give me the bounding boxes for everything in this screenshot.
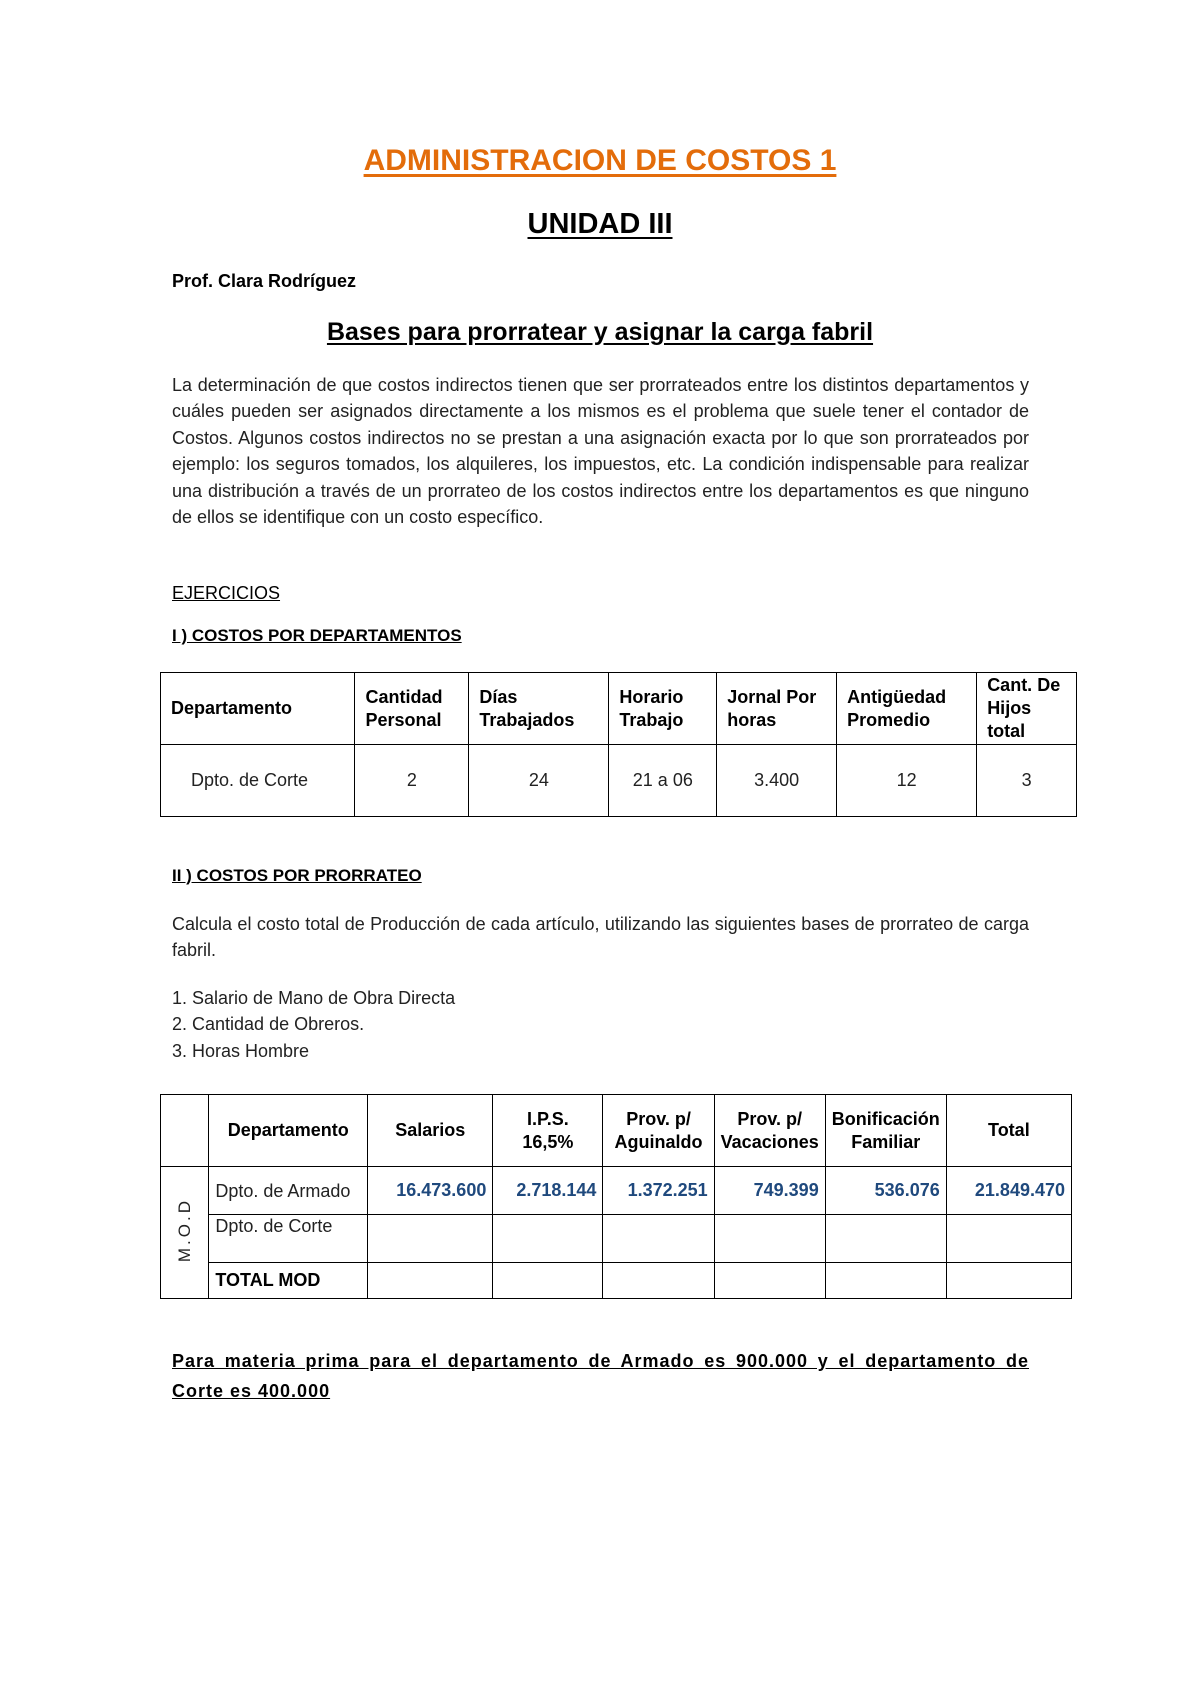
- part2-instructions: Calcula el costo total de Producción de cada artículo, utilizando las siguientes bases de prorrateo de carga fabril.: [172, 914, 1029, 961]
- header-cell-empty: [161, 1095, 209, 1167]
- document-title: ADMINISTRACION DE COSTOS 1: [363, 144, 837, 177]
- header-cell: I.P.S. 16,5%: [493, 1095, 603, 1167]
- table-cell: [368, 1263, 493, 1299]
- table-cell: 21 a 06: [609, 745, 717, 817]
- header-cell: Cantidad Personal: [355, 673, 469, 745]
- closing-note: Para materia prima para el departamento de Armado es 900.000 y el departamento de Corte es 400.000: [172, 1351, 1029, 1401]
- header-cell: Días Trabajados: [469, 673, 609, 745]
- table-header-row: [161, 673, 1077, 745]
- table-cell: [825, 1215, 946, 1263]
- header-cell: Horario Trabajo: [609, 673, 717, 745]
- table-cell: 536.076: [825, 1167, 946, 1215]
- table-cell: 749.399: [714, 1167, 825, 1215]
- departments-table: [160, 672, 1077, 817]
- header-cell: Bonificación Familiar: [825, 1095, 946, 1167]
- table-cell: [946, 1263, 1071, 1299]
- table-cell: 1.372.251: [603, 1167, 714, 1215]
- table-cell: [368, 1215, 493, 1263]
- header-cell: Jornal Por horas: [717, 673, 837, 745]
- unit-title: UNIDAD III: [527, 208, 673, 240]
- table-cell: [493, 1215, 603, 1263]
- table-cell: 24: [469, 745, 609, 817]
- header-cell: Antigüedad Promedio: [837, 673, 977, 745]
- table-cell: 2.718.144: [493, 1167, 603, 1215]
- professor-name: Prof. Clara Rodríguez: [172, 271, 357, 291]
- header-cell: Prov. p/ Aguinaldo: [603, 1095, 714, 1167]
- table-row: [161, 1215, 1072, 1263]
- section-title: Bases para prorratear y asignar la carga fabril: [326, 318, 874, 346]
- table-header-row: [161, 1095, 1072, 1167]
- intro-paragraph: La determinación de que costos indirectos tienen que ser prorrateados entre los distintos departamentos y cuáles pueden ser asignados directamente a los mismos es el problema que suele tener el contador de Costos. Algunos costos indirectos no se prestan a una asignación exacta por lo que son prorrateados por ejemplo: los seguros tomados, los alquileres, los impuestos, etc. La condición indispensable para realizar una distribución a través de un prorrateo de los costos indirectos entre los departamentos es que ninguno de ellos se identifique con un costo específico.: [172, 375, 1029, 528]
- header-cell: Cant. De Hijos total: [977, 673, 1077, 745]
- list-item: 2. Cantidad de Obreros.: [172, 1014, 365, 1035]
- prorrateo-table: [160, 1094, 1072, 1299]
- table-cell-dept: Dpto. de Armado: [209, 1167, 368, 1215]
- table-cell: 3.400: [717, 745, 837, 817]
- table-cell: 3: [977, 745, 1077, 817]
- table-row: [161, 745, 1077, 817]
- list-item: 1. Salario de Mano de Obra Directa: [172, 988, 456, 1008]
- part1-heading: I ) COSTOS POR DEPARTAMENTOS: [172, 626, 462, 645]
- table-cell: 16.473.600: [368, 1167, 493, 1215]
- table-cell: [493, 1263, 603, 1299]
- table-row: [161, 1167, 1072, 1215]
- table-cell: [714, 1215, 825, 1263]
- header-cell: Departamento: [209, 1095, 368, 1167]
- mod-side-label-cell: [161, 1167, 209, 1299]
- table-cell: 21.849.470: [946, 1167, 1071, 1215]
- table-cell: 2: [355, 745, 469, 817]
- table-cell: [603, 1215, 714, 1263]
- table-cell: [714, 1263, 825, 1299]
- bases-list: [172, 985, 455, 1064]
- table-cell: [603, 1263, 714, 1299]
- header-cell: Departamento: [161, 673, 355, 745]
- list-item: 3. Horas Hombre: [172, 1040, 310, 1061]
- part2-heading: II ) COSTOS POR PRORRATEO: [172, 866, 422, 885]
- table-total-row: [161, 1263, 1072, 1299]
- total-mod-label: TOTAL MOD: [209, 1263, 368, 1299]
- table-cell: 12: [837, 745, 977, 817]
- header-cell: Total: [946, 1095, 1071, 1167]
- table-cell-dept: Dpto. de Corte: [209, 1215, 368, 1263]
- table-cell: [946, 1215, 1071, 1263]
- table-cell: Dpto. de Corte: [161, 745, 355, 817]
- header-cell: Prov. p/ Vacaciones: [714, 1095, 825, 1167]
- mod-side-label: M.O.D: [174, 1197, 194, 1263]
- table-cell: [825, 1263, 946, 1299]
- ejercicios-label: EJERCICIOS: [172, 583, 281, 603]
- header-cell: Salarios: [368, 1095, 493, 1167]
